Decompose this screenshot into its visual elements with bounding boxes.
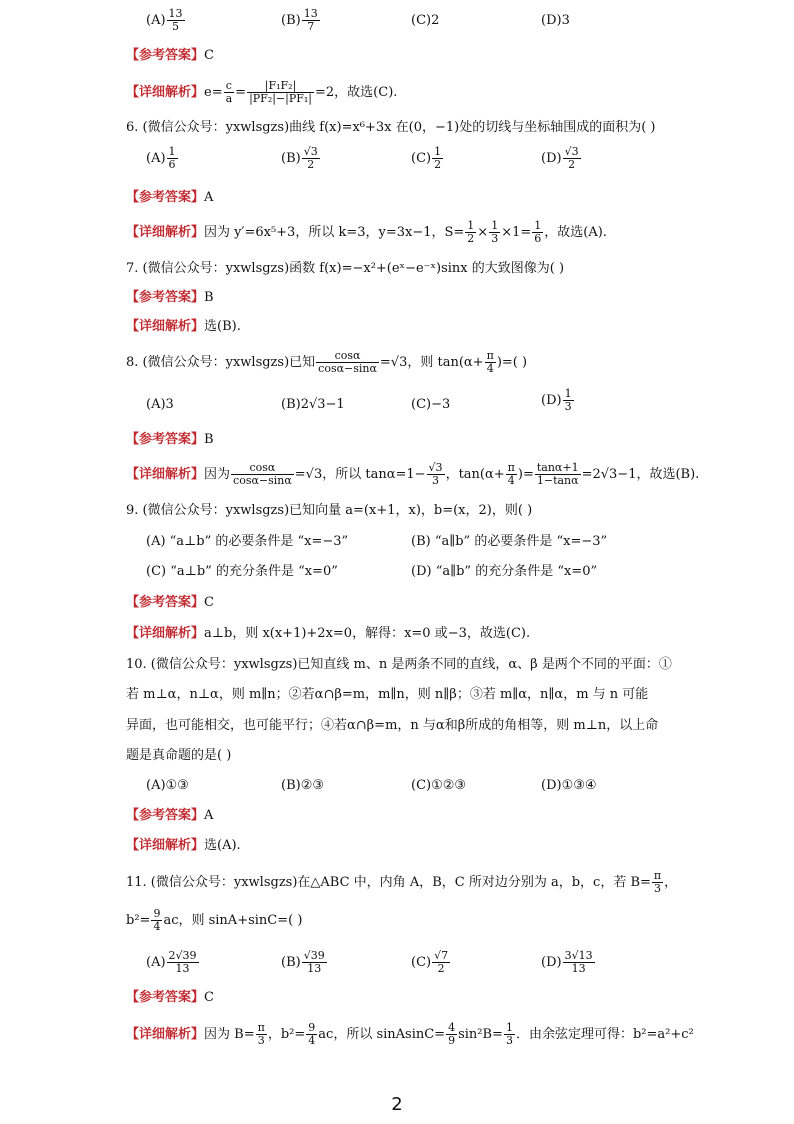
- q5-option-c: (C)2: [411, 13, 440, 28]
- q10-answer: 【参考答案】A: [126, 808, 214, 823]
- q11-stem-line1: 11. (微信公众号：yxwlsgzs)在△ABC 中，内角 A，B，C 所对边分别为 a，b，c，若 B= $\frac{\pi}{3}$ ，: [126, 869, 678, 895]
- q11-stem-line2: b²= $\frac{9}{4}$ ac，则 sinA+sinC=( ): [126, 907, 303, 933]
- q9-option-a: (A) “a⊥b” 的必要条件是 “x=−3”: [146, 534, 349, 549]
- q11-explanation: 【详细解析】因为 B= $\frac{\pi}{3}$ ，b²= $\frac{9}{4}$ ac，所以 sinAsinC= $\frac{4}{9}$ sin²B= $\frac{1}{3}$ ．由余弦定理可得：b²=a²+c²: [126, 1021, 694, 1047]
- q11-answer: 【参考答案】C: [126, 990, 214, 1005]
- q9-answer: 【参考答案】C: [126, 595, 214, 610]
- q6-answer: 【参考答案】A: [126, 190, 214, 205]
- fraction: $\frac{13}{7}$: [303, 7, 318, 33]
- q8-option-d: (D) $\frac{1}{3}$: [541, 387, 572, 413]
- q11-option-c: (C) $\frac{√7}{2}$: [411, 949, 449, 975]
- q10-option-c: (C)①②③: [411, 778, 467, 793]
- q10-stem-line1: 10. (微信公众号：yxwlsgzs)已知直线 m、n 是两条不同的直线，α、β 是两个不同的平面：①: [126, 657, 672, 672]
- q10-stem-line2: 若 m⊥α，n⊥α，则 m∥n；②若α∩β=m，m∥n，则 n∥β；③若 m∥α，n∥α，m 与 n 可能: [126, 687, 649, 702]
- fraction: $\frac{13}{5}$: [168, 7, 183, 33]
- q5-option-a: (A) $\frac{13}{5}$: [146, 7, 183, 33]
- q5-answer: 【参考答案】C: [126, 48, 214, 63]
- q11-option-d: (D) $\frac{3√13}{13}$: [541, 949, 593, 975]
- q6-option-d: (D) $\frac{√3}{2}$: [541, 145, 579, 171]
- q11-option-b: (B) $\frac{√39}{13}$: [281, 949, 325, 975]
- q9-option-c: (C) “a⊥b” 的充分条件是 “x=0”: [146, 564, 338, 579]
- q8-option-c: (C)−3: [411, 397, 451, 412]
- q7-explanation: 【详细解析】选(B).: [126, 319, 241, 334]
- q10-option-d: (D)①③④: [541, 778, 597, 793]
- q8-option-a: (A)3: [146, 397, 174, 412]
- q10-option-b: (B)②③: [281, 778, 325, 793]
- q6-option-a: (A) $\frac{1}{6}$: [146, 145, 176, 171]
- q10-stem-line3: 异面，也可能相交，也可能平行；④若α∩β=m，n 与α和β所成的角相等，则 m⊥n，以上命: [126, 718, 659, 733]
- q8-answer: 【参考答案】B: [126, 432, 214, 447]
- q11-option-a: (A) $\frac{2√39}{13}$: [146, 949, 197, 975]
- q9-option-b: (B) “a∥b” 的必要条件是 “x=−3”: [411, 534, 608, 549]
- q8-stem: 8. (微信公众号：yxwlsgzs)已知 $\frac{\cos\alpha}{\cos\alpha-\sin\alpha}$ =√3，则 tan(α+ $\frac{\pi}{4}$ )=( ): [126, 349, 528, 375]
- q10-option-a: (A)①③: [146, 778, 189, 793]
- q9-stem: 9. (微信公众号：yxwlsgzs)已知向量 a=(x+1，x)，b=(x，2)，则( ): [126, 503, 533, 518]
- q8-explanation: 【详细解析】因为 $\frac{\cos\alpha}{\cos\alpha-\sin\alpha}$ =√3，所以 tanα=1− $\frac{√3}{3}$ ，tan(α+ $\frac{\pi}{4}$ )= $\frac{\tan\alpha+1}{1-\tan\alpha}$ =2√3−1，故选(B).: [126, 461, 700, 487]
- q10-stem-line4: 题是真命题的是( ): [126, 748, 232, 763]
- q10-explanation: 【详细解析】选(A).: [126, 838, 241, 853]
- q9-explanation: 【详细解析】a⊥b，则 x(x+1)+2x=0，解得：x=0 或−3，故选(C).: [126, 626, 531, 641]
- q6-option-b: (B) $\frac{√3}{2}$: [281, 145, 318, 171]
- q6-option-c: (C) $\frac{1}{2}$: [411, 145, 442, 171]
- q9-option-d: (D) “a∥b” 的充分条件是 “x=0”: [411, 564, 598, 579]
- q5-option-d: (D)3: [541, 13, 570, 28]
- q7-stem: 7. (微信公众号：yxwlsgzs)函数 f(x)=−x²+(eˣ−e⁻ˣ)sinx 的大致图像为( ): [126, 261, 565, 276]
- q5-option-b: (B) $\frac{13}{7}$: [281, 7, 318, 33]
- q6-stem: 6. (微信公众号：yxwlsgzs)曲线 f(x)=x⁶+3x 在(0，−1)处的切线与坐标轴围成的面积为( ): [126, 120, 656, 135]
- q8-option-b: (B)2√3−1: [281, 397, 345, 412]
- page-number: 2: [391, 1094, 403, 1115]
- q5-explanation: 【详细解析】e= $\frac{c}{a}$ = $\frac{\text{|F₁F₂|}}{\text{|PF₂|−|PF₁|}}$ =2，故选(C).: [126, 79, 398, 105]
- q6-explanation: 【详细解析】因为 y′=6x⁵+3，所以 k=3，y=3x−1，S= $\frac{1}{2}$ × $\frac{1}{3}$ ×1= $\frac{1}{6}$ ，故选(A).: [126, 219, 607, 245]
- q7-answer: 【参考答案】B: [126, 290, 214, 305]
